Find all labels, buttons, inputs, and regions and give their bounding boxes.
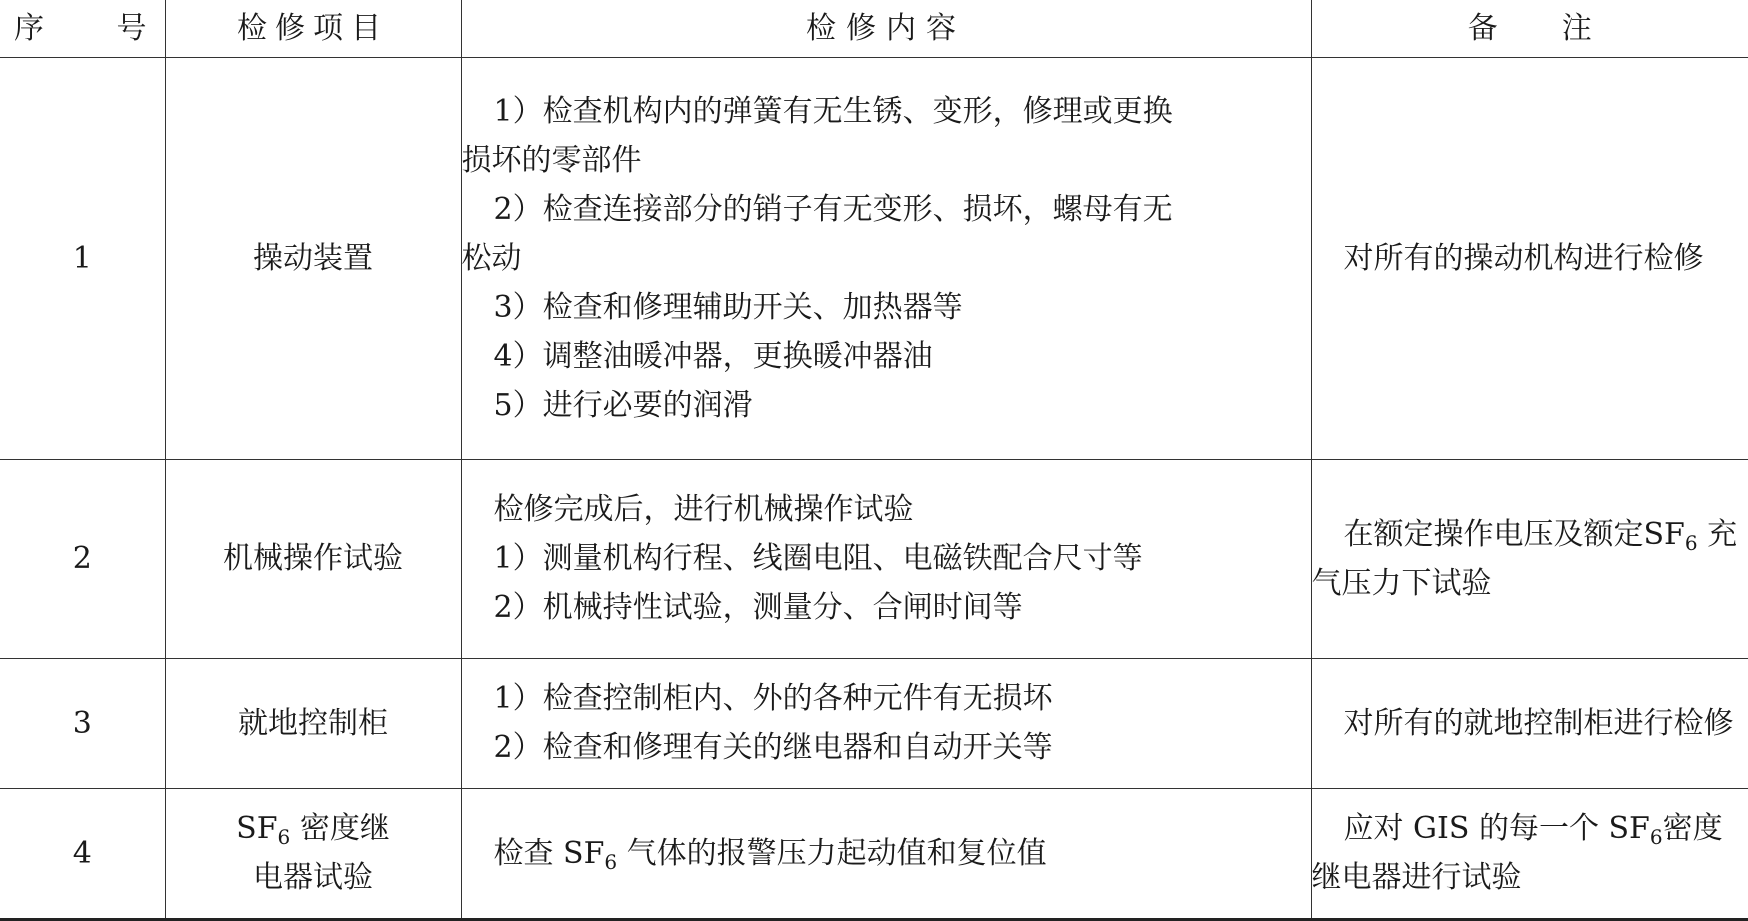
note-text: 在额定操作电压及额定$SF_6$ 充气压力下试验 [1311,516,1738,601]
header-item: 检修项目 [165,0,461,57]
content-line: 2）检查和修理有关的继电器和自动开关等 [493,730,1053,765]
content-line: 2）检查连接部分的销子有无变形、损坏，螺母有无 [493,191,1173,227]
cell-serial-number: 4 [0,788,165,919]
cell-item: 就地控制柜 [165,658,461,788]
cell-note [1311,459,1748,658]
content-line: 4）调整油暖冲器，更换暖冲器油 [493,338,933,374]
cell-note [1311,658,1748,788]
header-row [0,0,1748,57]
cell-serial-number: 1 [0,57,165,459]
table-row [0,57,1748,459]
note-text: 对所有的操动机构进行检修 [1343,240,1704,276]
note-text: 应对 GIS 的每一个 $SF_6$密度继电器进行试验 [1311,811,1723,895]
content-line: 3）检查和修理辅助开关、加热器等 [493,289,963,325]
cell-item [165,788,461,919]
content-line: 2）机械持性试验，测量分、合闸时间等 [493,590,1023,625]
cell-content [461,658,1311,788]
cell-note [1311,788,1748,919]
cell-item: 操动装置 [165,57,461,459]
cell-content [461,788,1311,919]
cell-content [461,57,1311,459]
header-content: 检修内容 [461,0,1311,57]
item-line: $SF_6$ 密度继 [236,811,390,849]
cell-content [461,459,1311,658]
cell-serial-number: 3 [0,658,165,788]
content-line: 损坏的零部件 [461,142,642,178]
content-line: 5）进行必要的润滑 [493,387,753,423]
cell-note [1311,57,1748,459]
table-row [0,788,1748,919]
item-line: 电器试验 [253,860,373,895]
table-row [0,658,1748,788]
cell-serial-number: 2 [0,459,165,658]
content-line: 1）检查控制柜内、外的各种元件有无损坏 [493,681,1053,716]
table-row [0,459,1748,658]
cell-item: 机械操作试验 [165,459,461,658]
header-note: 备 注 [1311,0,1748,57]
content-line: 检查 $SF_6$ 气体的报警压力起动值和复位值 [493,835,1047,874]
content-line: 1）检查机构内的弹簧有无生锈、变形，修理或更换 [493,93,1173,129]
content-line: 松动 [461,240,522,276]
content-line: 检修完成后，进行机械操作试验 [493,492,914,527]
note-text: 对所有的就地控制柜进行检修 [1343,705,1734,741]
content-line: 1）测量机构行程、线圈电阻、电磁铁配合尺寸等 [493,541,1143,576]
header-serial-number: 序 号 [0,0,165,57]
